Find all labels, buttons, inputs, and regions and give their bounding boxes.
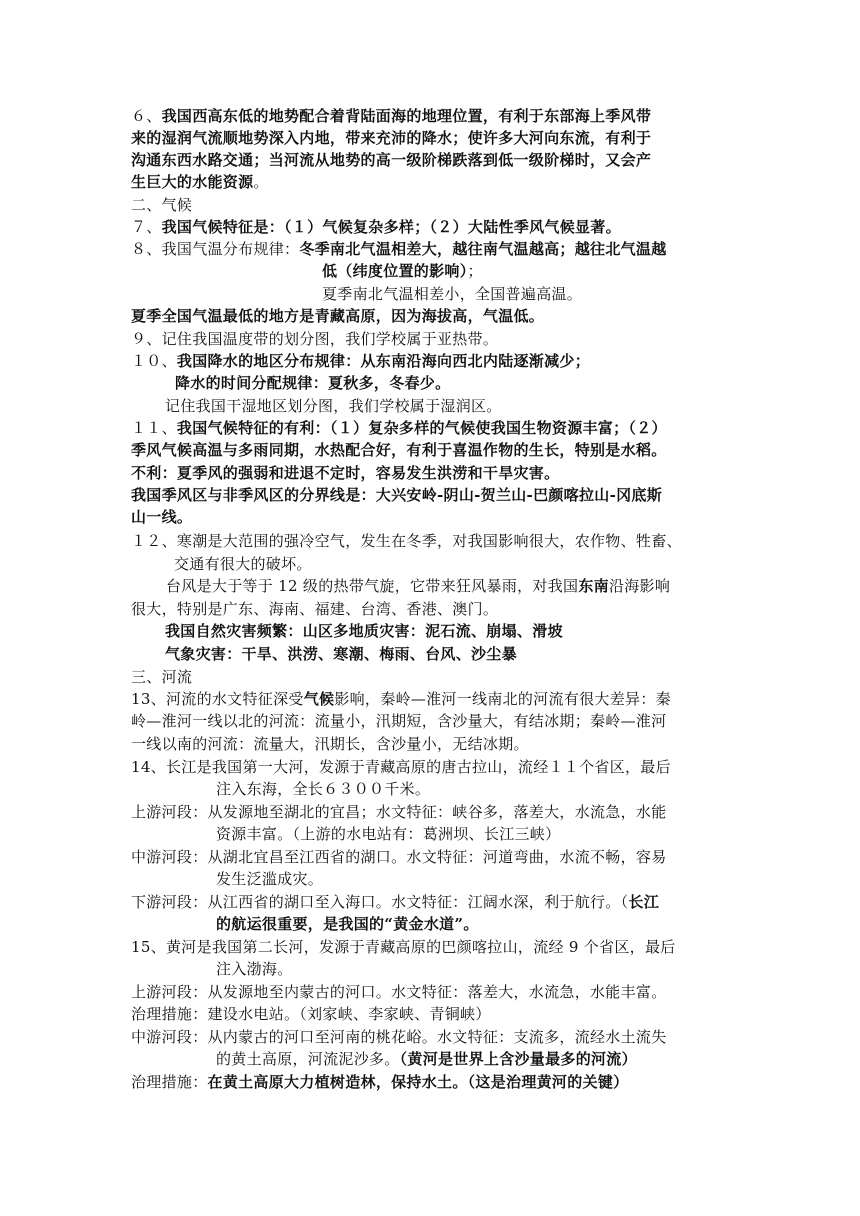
text-line <box>322 283 860 305</box>
text-segment: 的黄土高原，河流泥沙多。 <box>216 1050 400 1068</box>
text-line <box>216 823 826 845</box>
text-line <box>216 778 826 800</box>
text-segment: 很大，特别是广东、海南、福建、台湾、香港、澳门。 <box>131 600 499 618</box>
text-segment: 低（纬度位置的影响） <box>322 262 468 280</box>
text-line <box>131 1071 741 1093</box>
text-segment: 夏季南北气温相差小，全国普遍高温。 <box>322 285 583 303</box>
text-segment: 在黄土高原大力植树造林，保持水土。（这是治理黄河的关键） <box>207 1073 629 1091</box>
text-segment: 我国气候特征是：（１）气候复杂多样；（２）大陆性季风气候显著。 <box>161 218 621 236</box>
text-line <box>131 417 741 439</box>
text-line <box>216 958 826 980</box>
text-line <box>131 936 741 958</box>
text-line <box>322 260 860 282</box>
text-segment: 13、河流的水文特征深受 <box>131 690 304 708</box>
text-line <box>165 395 775 417</box>
text-line <box>131 688 741 710</box>
text-line <box>166 575 776 597</box>
text-segment: 注入渤海。 <box>216 960 293 978</box>
text-segment: 来的湿润气流顺地势深入内地，带来充沛的降水；使许多大河向东流，有利于 <box>131 129 652 147</box>
text-segment: 冬季南北气温相差大，越往南气温越高；越往北气温越 <box>299 240 667 258</box>
text-line <box>131 1026 741 1048</box>
text-line <box>216 1048 826 1070</box>
text-line <box>131 127 741 149</box>
text-segment: （黄河是世界上含沙量最多的河流） <box>399 1050 637 1068</box>
text-line <box>131 891 741 913</box>
text-segment: 沿海影响 <box>608 577 671 595</box>
text-segment: 长江 <box>628 893 660 911</box>
text-segment: 中游河段：从湖北宜昌至江西省的湖口。水文特征：河道弯曲，水流不畅，容易 <box>131 848 667 866</box>
text-line <box>131 216 741 238</box>
text-line <box>131 484 741 506</box>
text-line <box>131 846 741 868</box>
text-line <box>131 801 741 823</box>
text-line <box>131 462 741 484</box>
text-segment: 我国季风区与非季风区的分界线是：大兴安岭-阴山-贺兰山-巴颜喀拉山-冈底斯 <box>131 486 663 504</box>
text-segment: 气候 <box>303 690 335 708</box>
text-line <box>131 149 741 171</box>
text-segment: 降水的时间分配规律：夏秋多，冬春少。 <box>175 374 451 392</box>
text-line <box>131 710 741 732</box>
text-segment: ６、 <box>131 107 162 125</box>
text-line <box>216 913 826 935</box>
text-line <box>131 598 741 620</box>
text-segment: 下游河段：从江西省的湖口至入海口。水文特征：江阔水深，利于航行。（ <box>131 893 629 911</box>
text-line <box>131 439 741 461</box>
text-segment: １０、 <box>131 352 177 370</box>
text-segment: 上游河段：从发源地至内蒙古的河口。水文特征：落差大，水流急，水能丰富。 <box>131 983 667 1001</box>
text-line <box>216 868 826 890</box>
text-segment: 东南 <box>578 577 609 595</box>
text-line <box>165 620 775 642</box>
text-segment: 沟通东西水路交通；当河流从地势的高一级阶梯跌落到低一级阶梯时，又会产 <box>131 151 652 169</box>
text-segment: １２、寒潮是大范围的强冷空气，发生在冬季，对我国影响很大，农作物、牲畜、 <box>131 532 682 550</box>
text-line <box>131 981 741 1003</box>
text-line <box>131 350 741 372</box>
text-segment: 记住我国干湿地区划分图，我们学校属于湿润区。 <box>165 397 502 415</box>
text-segment: 15、黄河是我国第二长河，发源于青藏高原的巴颜喀拉山，流经 9 个省区，最后 <box>131 938 676 956</box>
text-segment: ９、记住我国温度带的划分图，我们学校属于亚热带。 <box>131 330 499 348</box>
text-segment: 注入东海，全长６３００千米。 <box>216 780 431 798</box>
text-segment: 不利：夏季风的强弱和进退不定时，容易发生洪涝和干旱灾害。 <box>131 464 560 482</box>
text-segment: 影响，秦岭—淮河一线南北的河流有很大差异：秦 <box>334 690 671 708</box>
text-segment: 我国西高东低的地势配合着背陆面海的地理位置，有利于东部海上季风带 <box>161 107 652 125</box>
text-line <box>131 756 741 778</box>
text-line <box>131 194 741 216</box>
text-segment: 我国降水的地区分布规律：从东南沿海向西北内陆逐渐减少； <box>176 352 591 370</box>
text-segment: １１、 <box>131 419 177 437</box>
text-segment: 台风是大于等于 12 级的热带气旋，它带来狂风暴雨，对我国 <box>166 577 579 595</box>
text-line <box>131 305 741 327</box>
text-segment: 的航运很重要，是我国的“黄金水道”。 <box>216 915 479 933</box>
text-segment: 中游河段：从内蒙古的河口至河南的桃花峪。水文特征：支流多，流经水土流失 <box>131 1028 667 1046</box>
text-segment: 资源丰富。（上游的水电站有：葛洲坝、长江三峡） <box>216 825 561 843</box>
text-segment: 一线以南的河流：流量大，汛期长，含沙量小，无结冰期。 <box>131 735 529 753</box>
text-line <box>175 372 785 394</box>
text-segment: 发生泛滥成灾。 <box>216 870 324 888</box>
text-line <box>165 643 775 665</box>
text-segment: 上游河段：从发源地至湖北的宜昌；水文特征：峡谷多，落差大，水流急，水能 <box>131 803 667 821</box>
text-segment: 治理措施：建设水电站。（刘家峡、李家峡、青铜峡） <box>131 1005 491 1023</box>
text-line <box>131 733 741 755</box>
text-line <box>131 1003 741 1025</box>
text-line <box>131 105 741 127</box>
text-line <box>174 553 784 575</box>
text-segment: 我国自然灾害频繁：山区多地质灾害：泥石流、崩塌、滑坡 <box>165 622 563 640</box>
text-segment: 。 <box>253 173 269 191</box>
text-segment: 山一线。 <box>131 508 193 526</box>
text-line <box>131 506 741 528</box>
text-segment: 夏季全国气温最低的地方是青藏高原，因为海拔高，气温低。 <box>131 307 545 325</box>
text-line <box>131 666 741 688</box>
text-segment: ７、 <box>131 218 162 236</box>
text-line <box>131 238 741 260</box>
text-line <box>131 171 741 193</box>
text-segment: 季风气候高温与多雨同期，水热配合好，有利于喜温作物的生长，特别是水稻。 <box>131 441 667 459</box>
text-segment: 岭—淮河一线以北的河流：流量小，汛期短，含沙量大，有结冰期；秦岭—淮河 <box>131 712 667 730</box>
text-segment: 气象灾害：干旱、洪涝、寒潮、梅雨、台风、沙尘暴 <box>165 645 517 663</box>
text-segment: ８、我国气温分布规律： <box>131 240 300 258</box>
text-segment: 治理措施： <box>131 1073 208 1091</box>
text-segment: 我国气候特征的有利：（１）复杂多样的气候使我国生物资源丰富；（２） <box>176 419 667 437</box>
text-segment: 交通有很大的破坏。 <box>174 555 312 573</box>
text-segment: 二、气候 <box>131 196 193 214</box>
text-segment: 三、河流 <box>131 668 193 686</box>
text-line <box>131 530 741 552</box>
text-segment: ； <box>467 262 483 280</box>
text-segment: 生巨大的水能资源 <box>131 173 254 191</box>
text-segment: 14、长江是我国第一大河，发源于青藏高原的唐古拉山，流经１１个省区，最后 <box>131 758 671 776</box>
text-line <box>131 328 741 350</box>
